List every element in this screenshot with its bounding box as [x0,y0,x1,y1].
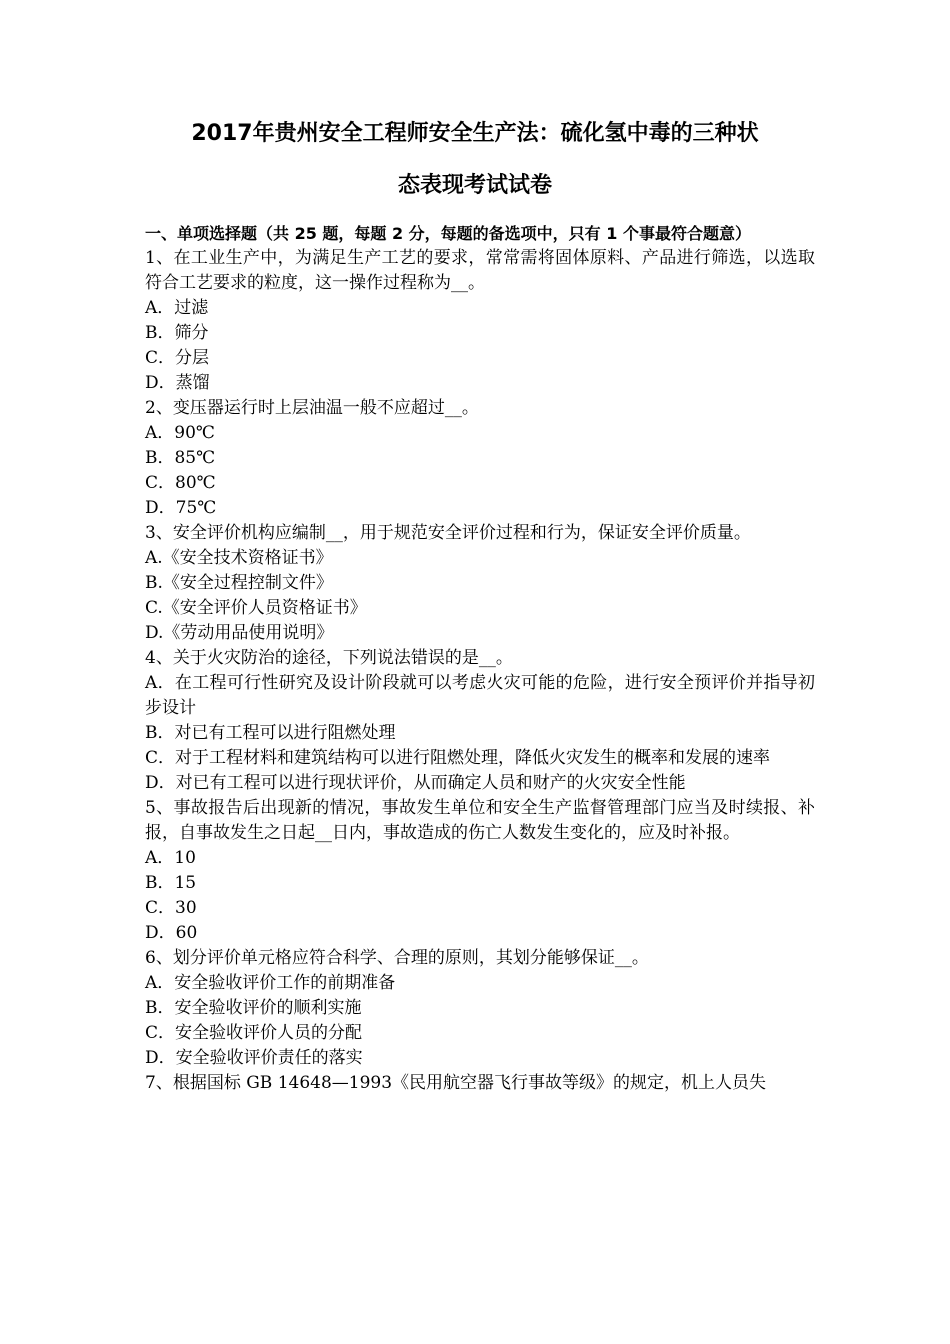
question-item [145,646,815,796]
answer-option: A．10 [145,848,196,868]
answer-option: D．对已有工程可以进行现状评价，从而确定人员和财产的火灾安全性能 [145,773,686,793]
answer-option: B．安全验收评价的顺利实施 [145,998,362,1018]
question-item [145,521,815,646]
answer-option: C．安全验收评价人员的分配 [145,1023,363,1043]
answer-option: B．15 [145,873,197,893]
question-item [145,246,815,396]
answer-option: C．分层 [145,348,210,368]
question-stem: 5、事故报告后出现新的情况，事故发生单位和安全生产监督管理部门应当及时续报、补报，自事故发生之日起__日内，事故造成的伤亡人数发生变化的，应及时补报。 [145,798,815,843]
answer-option: D．60 [145,923,198,943]
answer-option: B．85℃ [145,448,216,468]
question-list [145,246,815,1096]
document-title-line-1: 2017年贵州安全工程师安全生产法：硫化氢中毒的三种状 [191,121,759,146]
question-stem: 6、划分评价单元格应符合科学、合理的原则，其划分能够保证__。 [145,948,649,968]
question-stem: 1、在工业生产中，为满足生产工艺的要求，常常需将固体原料、产品进行筛选，以选取符合工艺要求的粒度，这一操作过程称为__。 [145,248,815,293]
answer-option: C.《安全评价人员资格证书》 [145,598,367,618]
question-stem: 7、根据国标 GB 14648—1993《民用航空器飞行事故等级》的规定，机上人员失 [145,1073,767,1093]
answer-option: D．75℃ [145,498,217,518]
answer-option: D.《劳动用品使用说明》 [145,623,334,643]
answer-option: A．过滤 [145,298,209,318]
question-item [145,946,815,1071]
question-item [145,1071,815,1096]
answer-option: A．安全验收评价工作的前期准备 [145,973,396,993]
document-body [145,221,815,1096]
question-item [145,396,815,521]
answer-option: A．90℃ [145,423,215,443]
answer-option: D．蒸馏 [145,373,210,393]
section-heading: 一、单项选择题（共 25 题，每题 2 分，每题的备选项中，只有 1 个事最符合题意） [145,224,751,243]
answer-option: C．30 [145,898,197,918]
question-stem: 2、变压器运行时上层油温一般不应超过__。 [145,398,479,418]
document-title-line-2: 态表现考试试卷 [397,173,552,198]
question-stem: 4、关于火灾防治的途径，下列说法错误的是__。 [145,648,513,668]
question-item [145,796,815,946]
answer-option: C．80℃ [145,473,216,493]
answer-option: B．对已有工程可以进行阻燃处理 [145,723,396,743]
answer-option: B.《安全过程控制文件》 [145,573,333,593]
question-stem: 3、安全评价机构应编制__，用于规范安全评价过程和行为，保证安全评价质量。 [145,523,751,543]
answer-option: A.《安全技术资格证书》 [145,548,333,568]
answer-option: B．筛分 [145,323,209,343]
answer-option: A．在工程可行性研究及设计阶段就可以考虑火灾可能的危险，进行安全预评价并指导初步设计 [145,673,815,718]
answer-option: C．对于工程材料和建筑结构可以进行阻燃处理，降低火灾发生的概率和发展的速率 [145,748,771,768]
answer-option: D．安全验收评价责任的落实 [145,1048,363,1068]
